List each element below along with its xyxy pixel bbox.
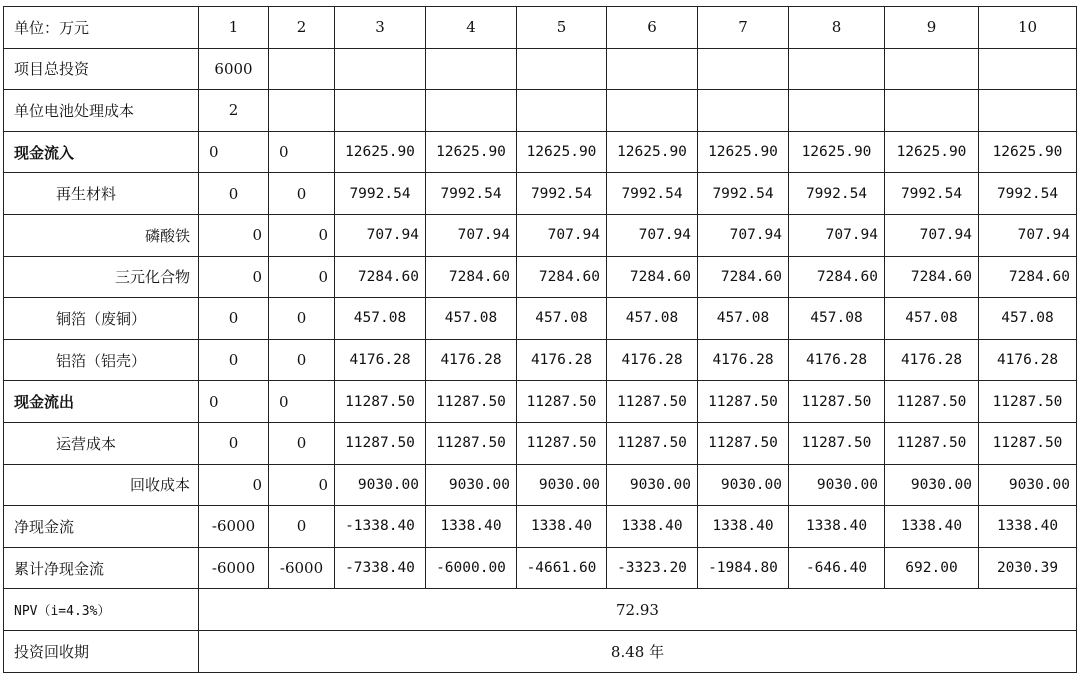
table-row xyxy=(4,547,1077,589)
table-cell: 12625.90 xyxy=(335,131,426,173)
table-cell: 12625.90 xyxy=(607,131,698,173)
table-cell: 11287.50 xyxy=(789,422,885,464)
npv-label: NPV（i=4.3%） xyxy=(4,589,199,631)
table-row xyxy=(4,48,1077,90)
table-cell: 457.08 xyxy=(426,298,517,340)
table-cell: -6000 xyxy=(199,506,269,548)
table-cell: 707.94 xyxy=(789,214,885,256)
table-cell: 11287.50 xyxy=(698,422,789,464)
table-cell: -6000 xyxy=(199,547,269,589)
year-header: 8 xyxy=(789,7,885,49)
table-cell: -1338.40 xyxy=(335,506,426,548)
table-cell: 707.94 xyxy=(698,214,789,256)
table-cell: 1338.40 xyxy=(426,506,517,548)
table-cell: 4176.28 xyxy=(517,339,607,381)
table-cell xyxy=(979,48,1077,90)
table-cell xyxy=(789,90,885,132)
table-cell: 4176.28 xyxy=(885,339,979,381)
payback-label: 投资回收期 xyxy=(4,630,199,672)
table-cell: 11287.50 xyxy=(426,422,517,464)
table-cell xyxy=(426,48,517,90)
table-cell xyxy=(979,90,1077,132)
year-header: 9 xyxy=(885,7,979,49)
table-cell: 4176.28 xyxy=(789,339,885,381)
table-cell: 4176.28 xyxy=(426,339,517,381)
table-cell: 457.08 xyxy=(698,298,789,340)
table-cell: 11287.50 xyxy=(789,381,885,423)
table-cell xyxy=(269,48,335,90)
table-cell: 11287.50 xyxy=(517,381,607,423)
table-row xyxy=(4,256,1077,298)
table-cell: 12625.90 xyxy=(698,131,789,173)
unit-label: 单位：万元 xyxy=(4,7,199,49)
row-label: 净现金流 xyxy=(4,506,199,548)
table-cell: 457.08 xyxy=(335,298,426,340)
table-cell: -4661.60 xyxy=(517,547,607,589)
row-label: 铝箔（铝壳） xyxy=(4,339,199,381)
cash-flow-table xyxy=(3,6,1077,673)
table-cell: 4176.28 xyxy=(979,339,1077,381)
table-cell: 1338.40 xyxy=(885,506,979,548)
table-cell xyxy=(607,48,698,90)
table-cell: 9030.00 xyxy=(698,464,789,506)
table-cell: 0 xyxy=(199,464,269,506)
table-cell: 707.94 xyxy=(335,214,426,256)
table-cell: 7992.54 xyxy=(426,173,517,215)
payback-row xyxy=(4,630,1077,672)
table-cell: 9030.00 xyxy=(335,464,426,506)
row-label: 单位电池处理成本 xyxy=(4,90,199,132)
table-cell xyxy=(698,48,789,90)
table-cell: 692.00 xyxy=(885,547,979,589)
table-row xyxy=(4,422,1077,464)
table-cell: 11287.50 xyxy=(607,381,698,423)
year-header: 10 xyxy=(979,7,1077,49)
table-cell xyxy=(517,48,607,90)
table-row xyxy=(4,90,1077,132)
table-cell: 0 xyxy=(269,422,335,464)
table-cell: 707.94 xyxy=(426,214,517,256)
table-cell: 0 xyxy=(269,298,335,340)
table-cell: 11287.50 xyxy=(335,422,426,464)
row-label: 再生材料 xyxy=(4,173,199,215)
row-label: 三元化合物 xyxy=(4,256,199,298)
table-cell: 11287.50 xyxy=(885,422,979,464)
table-cell: 1338.40 xyxy=(789,506,885,548)
table-cell: 11287.50 xyxy=(979,381,1077,423)
table-cell: 11287.50 xyxy=(698,381,789,423)
year-header: 5 xyxy=(517,7,607,49)
table-cell: 1338.40 xyxy=(698,506,789,548)
table-cell: 11287.50 xyxy=(607,422,698,464)
table-cell xyxy=(517,90,607,132)
table-cell: 0 xyxy=(269,214,335,256)
row-label: 现金流出 xyxy=(4,381,199,423)
table-cell: 9030.00 xyxy=(789,464,885,506)
table-row xyxy=(4,464,1077,506)
row-label: 铜箔（废铜） xyxy=(4,298,199,340)
table-cell xyxy=(335,90,426,132)
table-cell: 9030.00 xyxy=(426,464,517,506)
table-cell: 457.08 xyxy=(517,298,607,340)
table-cell: 0 xyxy=(199,131,269,173)
table-cell: 457.08 xyxy=(607,298,698,340)
table-cell: 457.08 xyxy=(789,298,885,340)
row-label: 回收成本 xyxy=(4,464,199,506)
table-cell: 1338.40 xyxy=(607,506,698,548)
table-cell: 11287.50 xyxy=(335,381,426,423)
table-cell: 707.94 xyxy=(607,214,698,256)
row-label: 累计净现金流 xyxy=(4,547,199,589)
table-cell: 12625.90 xyxy=(885,131,979,173)
table-cell: 0 xyxy=(269,506,335,548)
year-header: 4 xyxy=(426,7,517,49)
year-header: 2 xyxy=(269,7,335,49)
table-cell: 12625.90 xyxy=(789,131,885,173)
row-label: 运营成本 xyxy=(4,422,199,464)
table-cell: 0 xyxy=(269,381,335,423)
year-header: 6 xyxy=(607,7,698,49)
table-cell xyxy=(698,90,789,132)
table-cell: 1338.40 xyxy=(979,506,1077,548)
table-cell: 7992.54 xyxy=(789,173,885,215)
table-cell: 0 xyxy=(199,214,269,256)
row-label: 现金流入 xyxy=(4,131,199,173)
header-row xyxy=(4,7,1077,49)
year-header: 3 xyxy=(335,7,426,49)
table-cell: 6000 xyxy=(199,48,269,90)
table-cell: 11287.50 xyxy=(517,422,607,464)
payback-value: 8.48 年 xyxy=(199,630,1077,672)
table-row xyxy=(4,381,1077,423)
table-cell: 2030.39 xyxy=(979,547,1077,589)
table-row xyxy=(4,173,1077,215)
table-cell: 7284.60 xyxy=(698,256,789,298)
table-cell: 4176.28 xyxy=(698,339,789,381)
table-cell: 9030.00 xyxy=(517,464,607,506)
table-cell: 11287.50 xyxy=(885,381,979,423)
table-cell: 9030.00 xyxy=(979,464,1077,506)
table-cell: 7992.54 xyxy=(698,173,789,215)
table-cell: 7284.60 xyxy=(335,256,426,298)
table-cell: -7338.40 xyxy=(335,547,426,589)
table-row xyxy=(4,131,1077,173)
table-cell: 0 xyxy=(199,173,269,215)
table-cell: 0 xyxy=(269,339,335,381)
table-row xyxy=(4,339,1077,381)
table-cell: 9030.00 xyxy=(607,464,698,506)
table-cell xyxy=(269,90,335,132)
row-label: 磷酸铁 xyxy=(4,214,199,256)
table-cell: 9030.00 xyxy=(885,464,979,506)
table-cell: 12625.90 xyxy=(426,131,517,173)
table-cell: 707.94 xyxy=(979,214,1077,256)
table-cell: 4176.28 xyxy=(335,339,426,381)
table-cell: 0 xyxy=(269,173,335,215)
table-cell: 4176.28 xyxy=(607,339,698,381)
table-cell: -646.40 xyxy=(789,547,885,589)
table-cell: 7284.60 xyxy=(885,256,979,298)
npv-value: 72.93 xyxy=(199,589,1077,631)
table-cell xyxy=(885,90,979,132)
table-cell: 7284.60 xyxy=(979,256,1077,298)
year-header: 7 xyxy=(698,7,789,49)
table-cell: 707.94 xyxy=(885,214,979,256)
table-cell: 7992.54 xyxy=(335,173,426,215)
table-cell: -6000 xyxy=(269,547,335,589)
table-cell: 1338.40 xyxy=(517,506,607,548)
table-cell xyxy=(335,48,426,90)
table-cell: 457.08 xyxy=(885,298,979,340)
table-cell: 12625.90 xyxy=(517,131,607,173)
table-row xyxy=(4,298,1077,340)
table-cell: 0 xyxy=(269,256,335,298)
table-cell: 7284.60 xyxy=(789,256,885,298)
table-row xyxy=(4,214,1077,256)
table-cell: -3323.20 xyxy=(607,547,698,589)
table-cell: 7992.54 xyxy=(979,173,1077,215)
table-cell: 11287.50 xyxy=(979,422,1077,464)
npv-row xyxy=(4,589,1077,631)
table-cell: 707.94 xyxy=(517,214,607,256)
table-cell xyxy=(426,90,517,132)
table-cell: 457.08 xyxy=(979,298,1077,340)
table-cell xyxy=(607,90,698,132)
table-cell: 12625.90 xyxy=(979,131,1077,173)
table-cell: 0 xyxy=(269,464,335,506)
table-cell: 0 xyxy=(199,256,269,298)
table-cell: 0 xyxy=(199,422,269,464)
table-cell: 7284.60 xyxy=(426,256,517,298)
table-cell: 0 xyxy=(199,381,269,423)
table-cell: -6000.00 xyxy=(426,547,517,589)
table-cell: 7992.54 xyxy=(517,173,607,215)
table-cell xyxy=(885,48,979,90)
row-label: 项目总投资 xyxy=(4,48,199,90)
year-header: 1 xyxy=(199,7,269,49)
table-cell: 0 xyxy=(199,298,269,340)
table-row xyxy=(4,506,1077,548)
table-cell: 11287.50 xyxy=(426,381,517,423)
table-cell: 7992.54 xyxy=(885,173,979,215)
table-cell: 7992.54 xyxy=(607,173,698,215)
table-cell: 7284.60 xyxy=(607,256,698,298)
table-cell: -1984.80 xyxy=(698,547,789,589)
table-cell: 7284.60 xyxy=(517,256,607,298)
table-cell xyxy=(789,48,885,90)
table-cell: 0 xyxy=(269,131,335,173)
table-cell: 2 xyxy=(199,90,269,132)
table-cell: 0 xyxy=(199,339,269,381)
